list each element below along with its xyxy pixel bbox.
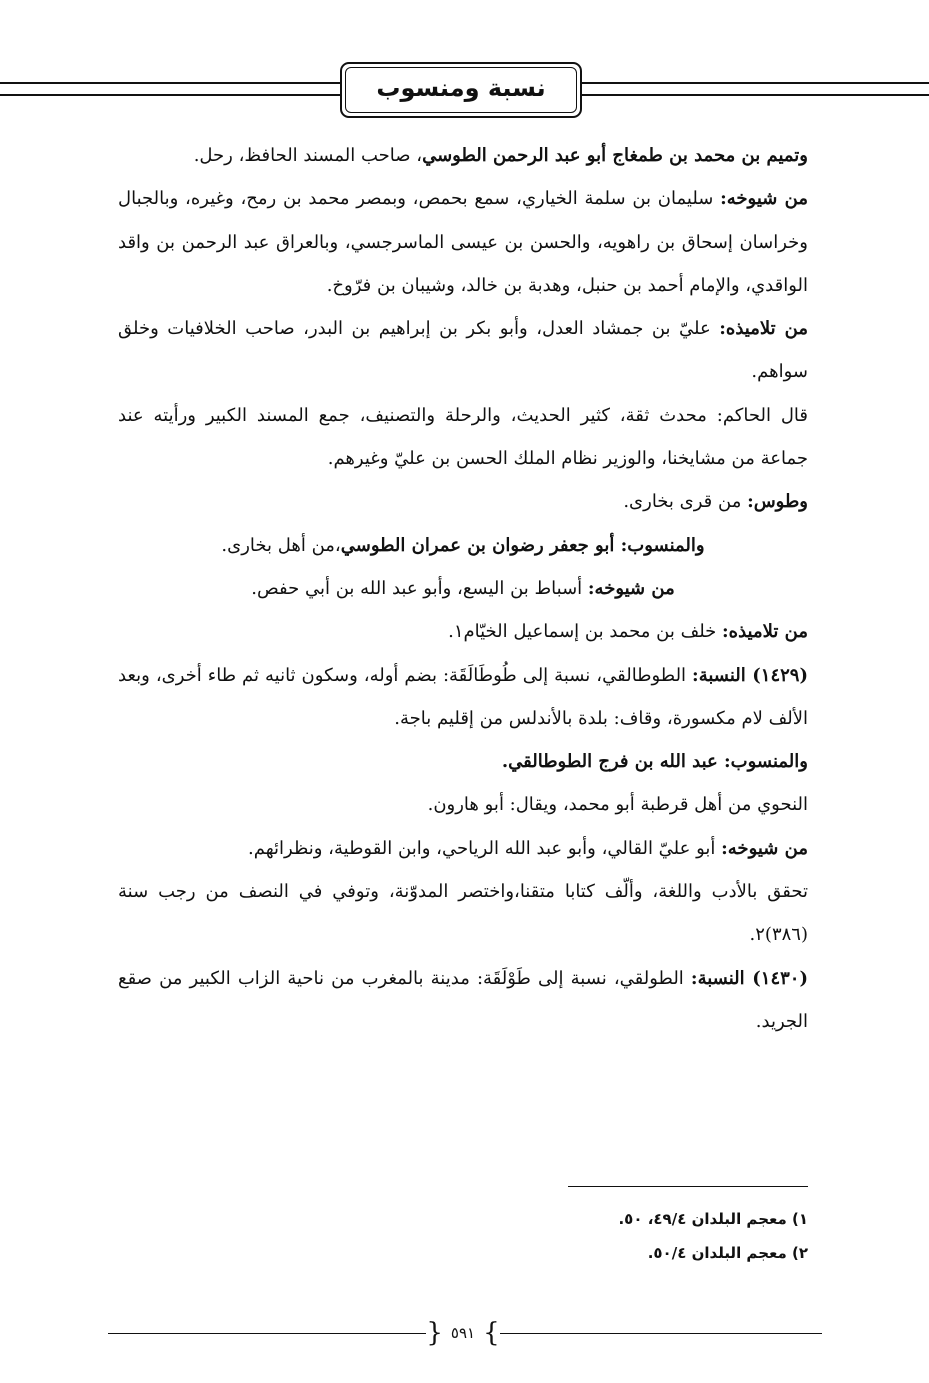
page-rule-right — [500, 1333, 822, 1334]
paragraph — [118, 827, 808, 870]
paragraph — [118, 783, 808, 826]
paragraph — [118, 567, 808, 610]
paragraph — [118, 307, 808, 394]
paragraph-text: سليمان بن سلمة الخياري، سمع بحمص، وبمصر محمد بن رمح، وغيره، وبالجبال وخراسان إسحاق بن راهويه، والحسن بن عيسى الماسرجسي، وبالعراق عبد الرحمن بن واقد الواقدي، والإمام أحمد بن حنبل، وهدبة بن خالد، وشيبان بن فرّوخ. — [118, 188, 808, 296]
bold-term: من شيوخه: — [587, 577, 675, 599]
footnote-separator — [568, 1186, 808, 1187]
bold-term: والمنسوب: عبد الله بن فرج الطوطالقي. — [501, 751, 808, 773]
paragraph — [118, 524, 808, 567]
footnote-2: ٢) معجم البلدان ٥٠/٤. — [647, 1244, 808, 1262]
bold-term: (١٤٣٠) النسبة: — [690, 967, 808, 989]
footnotes — [118, 1202, 808, 1270]
paragraph — [118, 610, 808, 653]
bold-term: وتميم بن محمد بن طمغاج أبو عبد الرحمن الطوسي — [422, 145, 808, 166]
page-number-frame — [424, 1316, 502, 1350]
header-title: نسبة ومنسوب — [345, 67, 577, 113]
header-rule-right — [580, 82, 929, 96]
main-text — [118, 134, 808, 1043]
page-number: ٥٩١ — [450, 1324, 476, 1342]
page-rule-left — [108, 1333, 426, 1334]
paragraph — [118, 480, 808, 523]
bold-term: من شيوخه: — [721, 837, 808, 859]
bold-term: وطوس: — [747, 491, 808, 513]
paragraph-text: ،من أهل بخارى. — [221, 534, 341, 556]
paragraph-text: الطولقي، نسبة إلى طَوْلَقَة: مدينة بالمغرب من ناحية الزاب الكبير من صقع الجريد. — [118, 967, 808, 1032]
paragraph-text: قال الحاكم: محدث ثقة، كثير الحديث، والرحلة والتصنيف، جمع المسند الكبير ورأيته عند جماعة من مشايخنا، والوزير نظام الملك الحسن بن عليّ وغيرهم. — [118, 404, 808, 470]
paragraph — [118, 870, 808, 957]
bold-term: من تلاميذه: — [722, 621, 808, 643]
bold-term: (١٤٢٩) النسبة: — [692, 664, 808, 686]
paragraph — [118, 134, 808, 177]
footnote-1: ١) معجم البلدان ٤٩/٤، ٥٠. — [618, 1210, 808, 1228]
brace-close-icon: { — [426, 1318, 443, 1348]
paragraph-text: أسباط بن اليسع، وأبو عبد الله بن أبي حفص. — [251, 577, 588, 599]
paragraph-text: عليّ بن جمشاد العدل، وأبو بكر بن إبراهيم بن البدر، صاحب الخلافيات وخلق سواهم. — [118, 318, 808, 383]
paragraph — [118, 740, 808, 783]
paragraph-text: خلف بن محمد بن إسماعيل الخيّام١. — [448, 621, 723, 643]
paragraph — [118, 654, 808, 741]
paragraph-text: أبو عليّ القالي، وأبو عبد الله الرياحي، وابن القوطية، ونظرائهم. — [248, 837, 722, 859]
paragraph-text: من قرى بخارى. — [623, 491, 748, 513]
bold-term: والمنسوب: أبو جعفر رضوان بن عمران الطوسي — [340, 534, 705, 556]
paragraph-text: النحوي من أهل قرطبة أبو محمد، ويقال: أبو هارون. — [427, 794, 808, 816]
paragraph — [118, 177, 808, 307]
header-title-frame — [340, 62, 582, 118]
paragraph-text: ، صاحب المسند الحافظ، رحل. — [193, 145, 423, 166]
bold-term: من شيوخه: — [720, 188, 808, 210]
brace-open-icon: } — [483, 1318, 500, 1348]
paragraph — [118, 957, 808, 1044]
header-rule-left — [0, 82, 342, 96]
bold-term: من تلاميذه: — [719, 318, 808, 340]
paragraph-text: الطوطالقي، نسبة إلى طُوطَالَقَة: بضم أوله، وسكون ثانيه ثم طاء أخرى، وبعد الألف لام مكسورة، وقاف: بلدة بالأندلس من إقليم باجة. — [118, 664, 808, 729]
paragraph — [118, 394, 808, 481]
paragraph-text: تحقق بالأدب واللغة، وألّف كتابا متقنا،واختصر المدوّنة، وتوفي في النصف من رجب سنة (٣٨٦)٢. — [118, 881, 808, 946]
